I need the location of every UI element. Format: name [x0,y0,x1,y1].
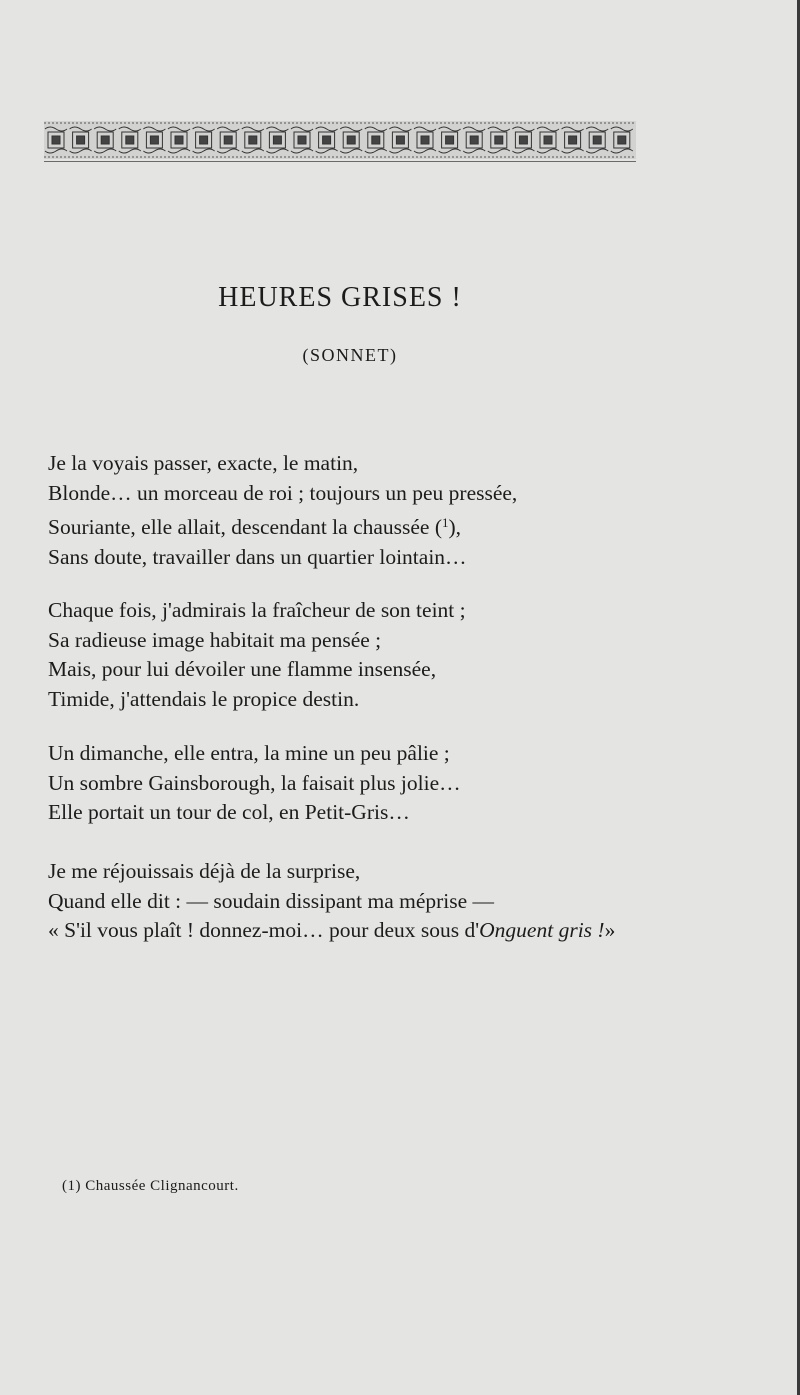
verse-line-end: ), [448,515,462,540]
verse-line-end: » [604,918,616,943]
poem-subtitle: (SONNET) [302,345,398,365]
verse-line: Blonde… un morceau de roi ; toujours un peu pressée, [48,480,518,505]
verse-line: Sa radieuse image habitait ma pensée ; [48,627,382,652]
verse-line: Chaque fois, j'admirais la fraîcheur de son teint ; [48,598,466,622]
verse-line-text: Souriante, elle allait, descendant la chaussée ( [48,515,443,540]
stanza-4 [48,857,615,946]
verse-line: Mais, pour lui dévoiler une flamme insensée, [48,657,437,682]
italic-phrase: Onguent gris ! [479,918,605,943]
verse-line: Quand elle dit : — soudain dissipant ma méprise — [48,888,495,913]
footnote [62,1178,239,1195]
poem-title: HEURES GRISES ! [218,282,462,313]
verse-line [48,508,517,543]
verse-line: Elle portait un tour de col, en Petit-Gris… [48,800,410,825]
verse-line: Un dimanche, elle entra, la mine un peu pâlie ; [48,741,450,765]
footnote-reference: 1 [442,515,449,531]
verse-line: Sans doute, travailler dans un quartier lointain… [48,545,467,570]
verse-line [48,916,615,946]
footnote-marker: (1) [62,1178,81,1194]
verse-line: Timide, j'attendais le propice destin. [48,687,360,712]
verse-line: Un sombre Gainsborough, la faisait plus jolie… [48,770,461,795]
ornament-band [44,121,636,159]
stanza-1 [48,449,517,573]
stanza-3 [48,739,461,828]
verse-line-text: « S'il vous plaît ! donnez-moi… pour deux sous d' [48,918,480,943]
stanza-2 [48,596,466,715]
verse-line: Je la voyais passer, exacte, le matin, [48,451,359,475]
ornament-rule [44,161,636,162]
verse-line: Je me réjouissais déjà de la surprise, [48,859,361,883]
footnote-text: Chaussée Clignancourt. [85,1178,239,1194]
